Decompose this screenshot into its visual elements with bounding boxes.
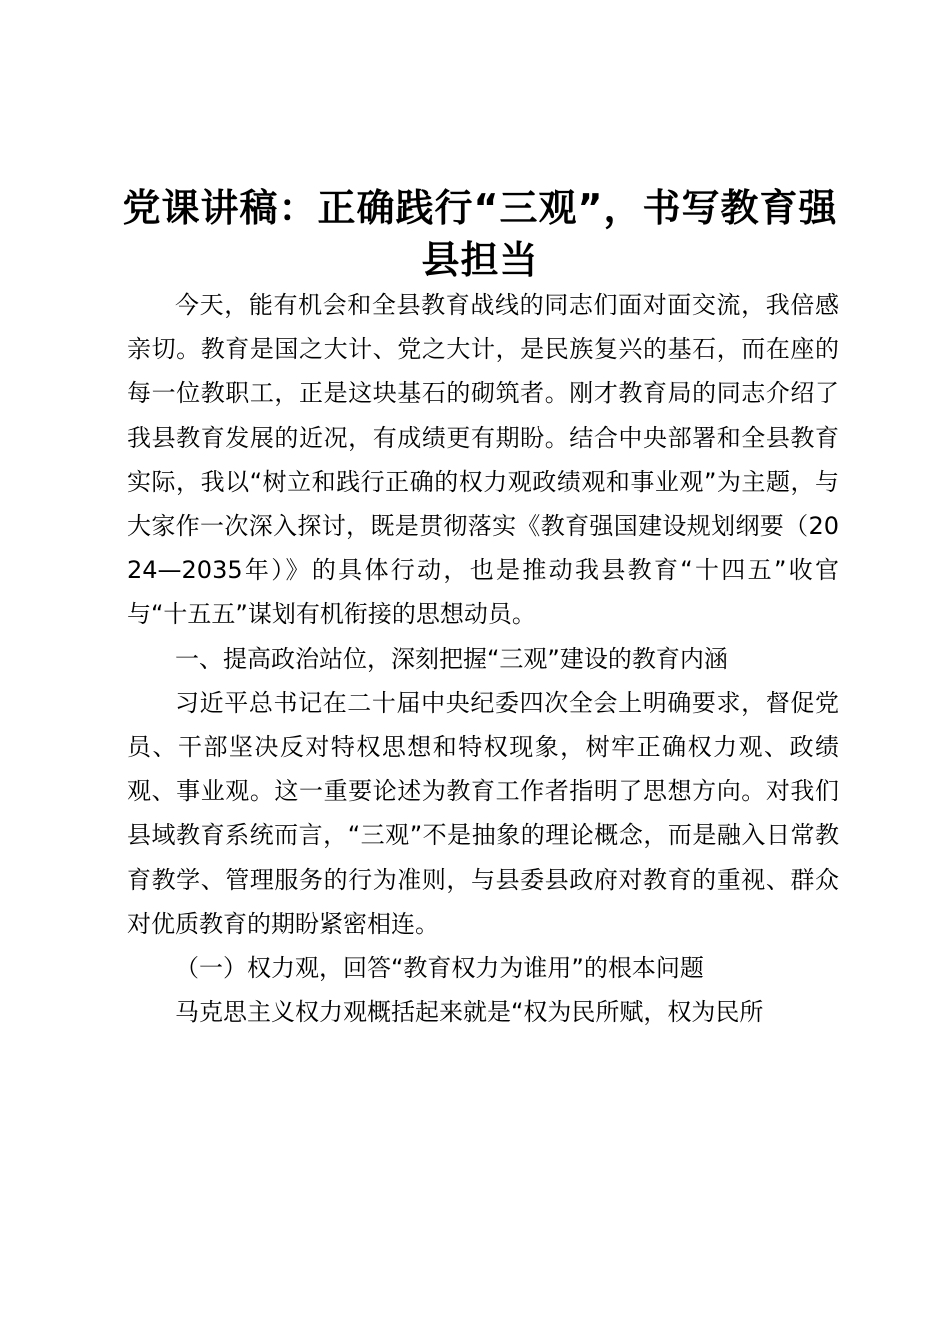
section-heading-1: 一、提高政治站位，深刻把握“三观”建设的教育内涵	[175, 644, 728, 673]
document-title: 党课讲稿：正确践行“三观”，书写教育强县担当	[122, 186, 838, 282]
paragraph-intro: 今天，能有机会和全县教育战线的同志们面对面交流，我倍感亲切。教育是国之大计、党之大计，是民族复兴的基石，而在座的每一位教职工，正是这块基石的砌筑者。刚才教育局的同志介绍了我县教育发展的近况，有成绩更有期盼。结合中央部署和全县教育实际，我以“树立和践行正确的权力观政绩观和事业观”为主题，与大家作一次深入探讨，既是贯彻落实《教育强国建设规划纲要（2024—2035年）》的具体行动，也是推动我县教育“十四五”收官与“十五五”谋划有机衔接的思想动员。	[127, 291, 839, 629]
document-body	[127, 283, 839, 1034]
paragraph-section-1: 习近平总书记在二十届中央纪委四次全会上明确要求，督促党员、干部坚决反对特权思想和特权现象，树牢正确权力观、政绩观、事业观。这一重要论述为教育工作者指明了思想方向。对我们县域教育系统而言，“三观”不是抽象的理论概念，而是融入日常教育教学、管理服务的行为准则，与县委县政府对教育的重视、群众对优质教育的期盼紧密相连。	[127, 688, 839, 938]
subsection-heading-1: （一）权力观，回答“教育权力为谁用”的根本问题	[175, 954, 704, 983]
paragraph-power-view: 马克思主义权力观概括起来就是“权为民所赋，权为民所	[175, 998, 764, 1027]
